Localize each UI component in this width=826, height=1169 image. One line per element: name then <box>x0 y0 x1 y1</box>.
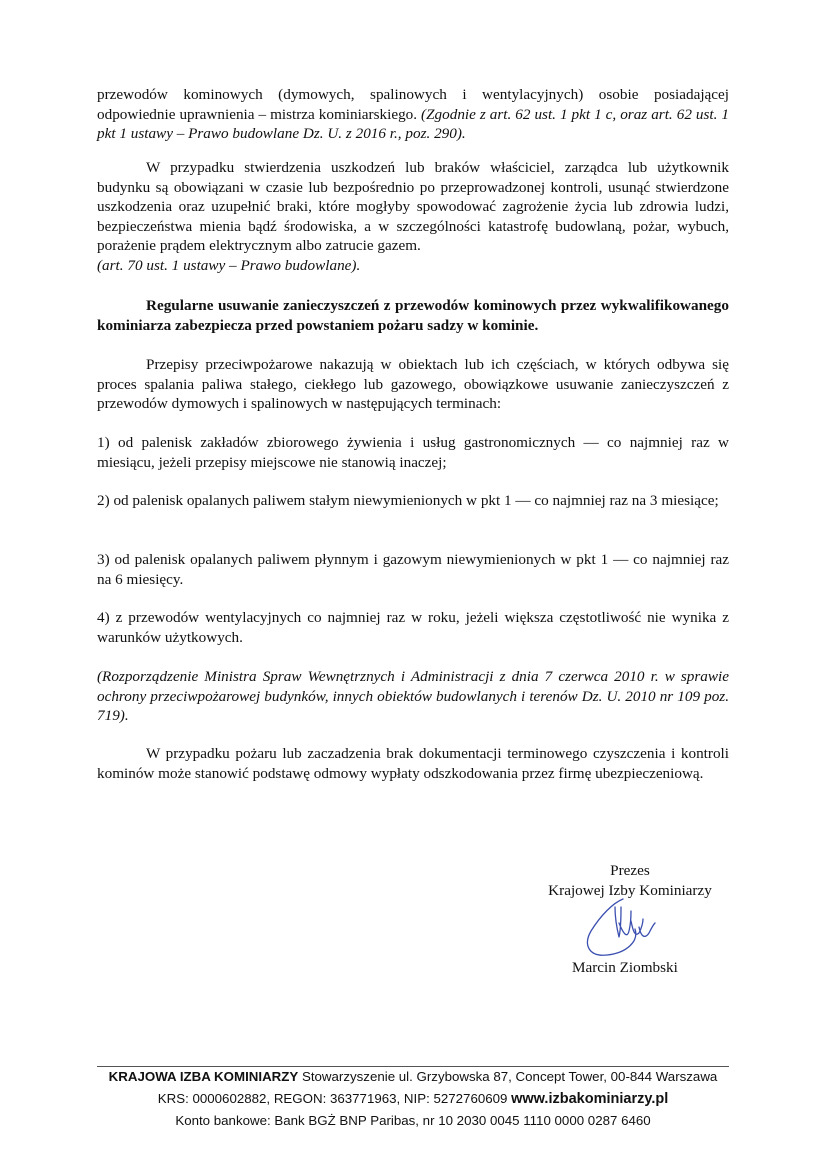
paragraph-fire-regulations <box>97 355 729 414</box>
paragraph-damage-obligations <box>97 158 729 275</box>
list-item <box>97 491 729 511</box>
list-item <box>97 608 729 647</box>
regulation-citation <box>97 667 729 726</box>
footer-bank-account: Konto bankowe: Bank BGŻ BNP Paribas, nr 10 2030 0045 1110 0000 0287 6460 <box>175 1113 651 1128</box>
regulation-citation-text: (Rozporządzenie Ministra Spraw Wewnętrznych i Administracji z dnia 7 czerwca 2010 r. w sprawie ochrony przeciwpożarowej budynków, innych obiektów budowlanych i terenów Dz. U. 2010 nr 109 poz. 719). <box>97 668 729 724</box>
list-item-text: 3) od palenisk opalanych paliwem płynnym i gazowym niewymienionych w pkt 1 — co najmniej raz na 6 miesięcy. <box>97 551 729 588</box>
footer-ids <box>60 1091 766 1107</box>
list-item <box>97 433 729 472</box>
paragraph-text: przewodów kominowych (dymowych, spalinowych i wentylacyjnych) osobie posiadającej odpowiednie uprawnienia – mistrza kominiarskiego. <box>97 86 729 123</box>
paragraph-chimney-inspection <box>97 85 729 144</box>
list-item-text: 4) z przewodów wentylacyjnych co najmniej raz w roku, jeżeli większa częstotliwość nie wynika z warunków użytkowych. <box>97 609 729 646</box>
paragraph-text: W przypadku stwierdzenia uszkodzeń lub braków właściciel, zarządca lub użytkownik budynku są obowiązani w czasie lub bezpośrednio po przeprowadzonej kontroli, usunąć stwierdzone uszkodzenia oraz uzupełnić braki, które mogłyby spowodować zagrożenie życia lub zdrowia ludzi, bezpieczeństwa mienia bądź środowiska, a w szczególności katastrofę budowlaną, pożar, wybuch, porażenie prądem elektrycznym albo zatrucie gazem. <box>97 159 729 254</box>
signatory-name: Marcin Ziombski <box>572 959 678 976</box>
footer-address <box>60 1069 766 1084</box>
paragraph-text: Przepisy przeciwpożarowe nakazują w obiektach lub ich częściach, w których odbywa się proces spalania paliwa stałego, ciekłego lub gazowego, obowiązkowe usuwanie zanieczyszczeń z przewodów dymowych i spalinowych w następujących terminach: <box>97 356 729 412</box>
footer-org-address: Stowarzyszenie ul. Grzybowska 87, Concept Tower, 00-844 Warszawa <box>298 1069 718 1084</box>
footer-registration: KRS: 0000602882, REGON: 363771963, NIP: 5272760609 <box>157 1091 512 1106</box>
list-item-text: 2) od palenisk opalanych paliwem stałym niewymienionych w pkt 1 — co najmniej raz na 3 miesiące; <box>97 492 719 509</box>
website-link[interactable]: www.izbakominiarzy.pl <box>511 1091 669 1107</box>
footer-bank <box>60 1113 766 1128</box>
bold-notice-text: Regularne usuwanie zanieczyszczeń z przewodów kominowych przez wykwalifikowanego kominiarza zabezpiecza przed powstaniem pożaru sadzy w kominie. <box>97 297 729 334</box>
paragraph-text: W przypadku pożaru lub zaczadzenia brak dokumentacji terminowego czyszczenia i kontroli kominów może stanowić podstawę odmowy wypłaty odszkodowania przez firmę ubezpieczeniową. <box>97 745 729 782</box>
bold-notice <box>97 296 729 335</box>
list-item <box>97 550 729 589</box>
legal-citation: (Zgodnie z art. 62 ust. 1 pkt 1 c, oraz art. 62 ust. 1 pkt 1 ustawy – Prawo budowlane Dz. U. z 2016 r., poz. 290). <box>97 105 730 142</box>
legal-citation: (art. 70 ust. 1 ustawy – Prawo budowlane). <box>97 256 361 274</box>
paragraph-insurance <box>97 744 729 783</box>
list-item-text: 1) od palenisk zakładów zbiorowego żywienia i usług gastronomicznych — co najmniej raz w miesiącu, jeżeli przepisy miejscowe nie stanowią inaczej; <box>97 434 729 471</box>
footer-divider <box>97 1066 729 1067</box>
footer-org-name: KRAJOWA IZBA KOMINIARZY <box>108 1069 299 1084</box>
signatory-organization: Krajowej Izby Kominiarzy <box>548 881 712 899</box>
handwritten-signature <box>575 893 665 961</box>
signatory-title: Prezes <box>610 862 650 879</box>
